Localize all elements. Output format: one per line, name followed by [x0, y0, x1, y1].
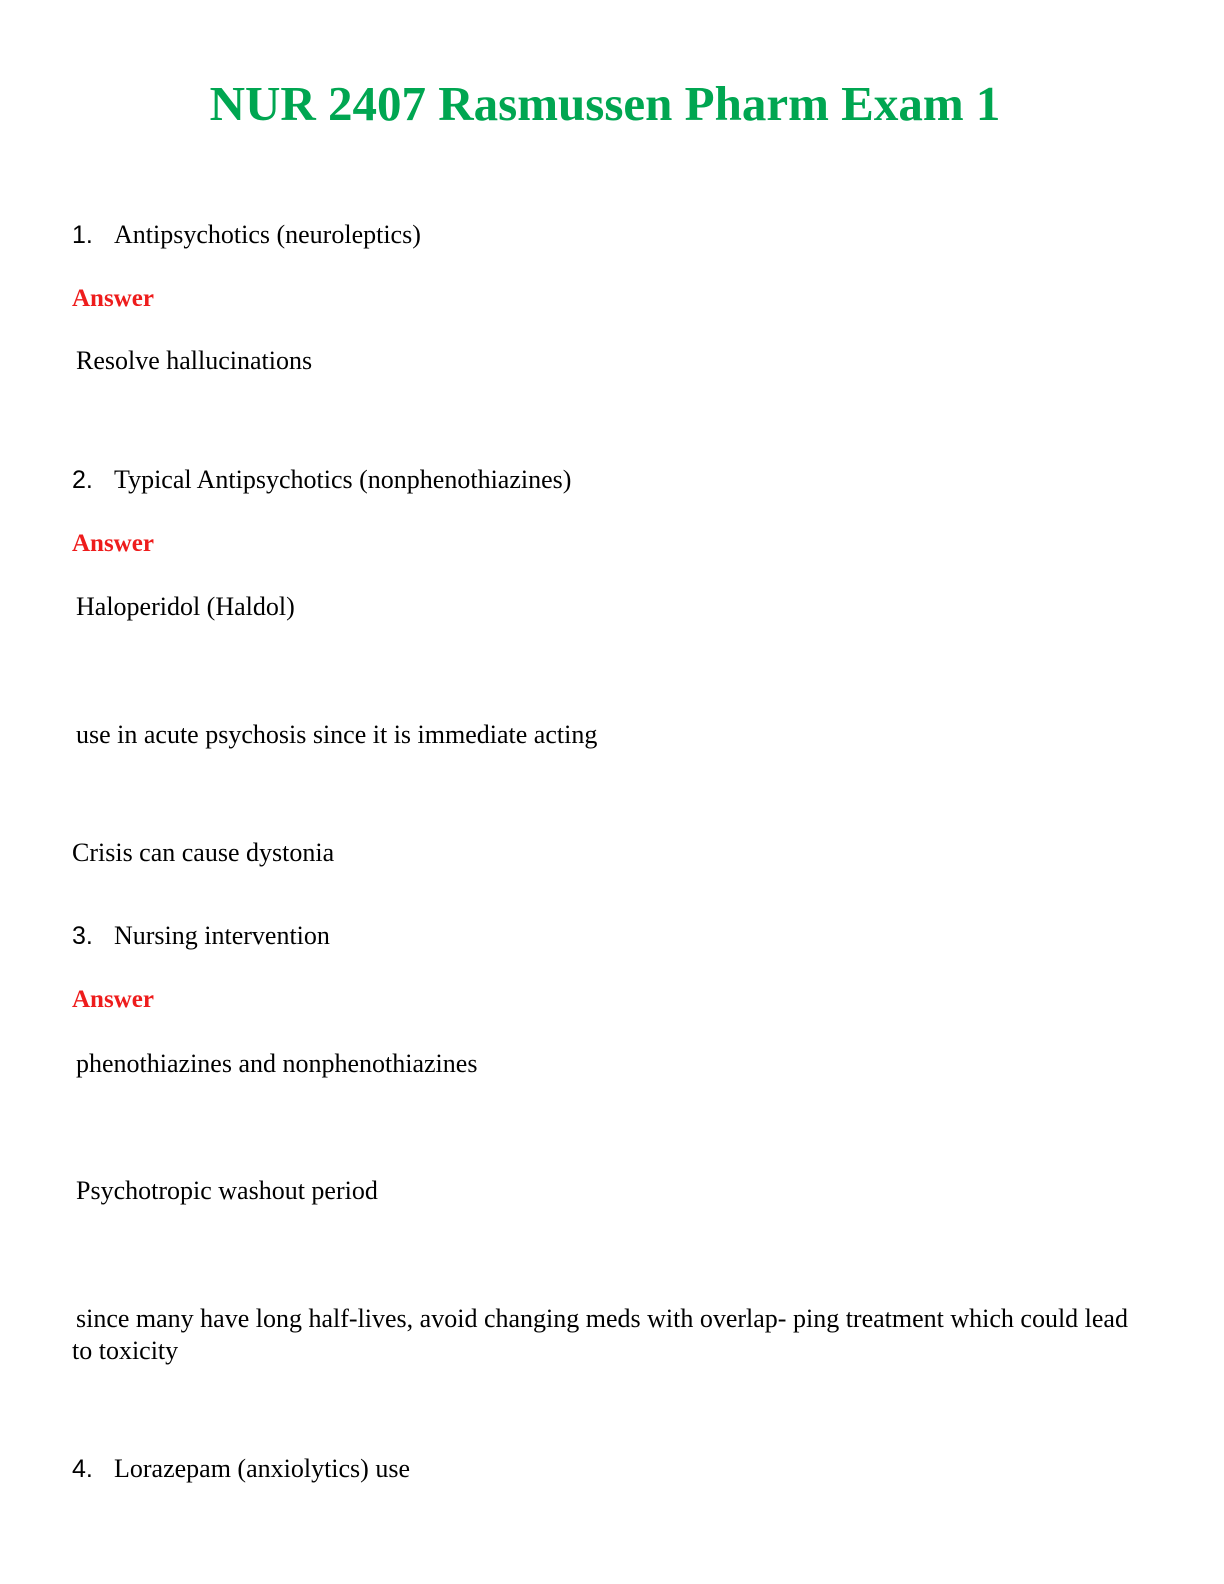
question-text: Lorazepam (anxiolytics) use	[114, 1454, 410, 1483]
question-1	[72, 220, 421, 250]
answer-label: Answer	[72, 285, 154, 312]
answer-text: use in acute psychosis since it is immediate acting	[76, 720, 598, 749]
answer-text: since many have long half-lives, avoid changing meds with overlap- ping treatment which could lead to toxicity	[72, 1304, 1128, 1365]
question-number: 4.	[72, 1455, 93, 1483]
answer-text: Haloperidol (Haldol)	[76, 592, 295, 621]
question-text: Typical Antipsychotics (nonphenothiazines)	[114, 465, 572, 494]
question-number: 2.	[72, 466, 93, 494]
answer-text: Resolve hallucinations	[76, 346, 313, 375]
answer-label: Answer	[72, 530, 154, 557]
question-text: Antipsychotics (neuroleptics)	[114, 220, 421, 249]
question-number: 3.	[72, 922, 93, 950]
answer-text: Crisis can cause dystonia	[72, 838, 335, 867]
question-number: 1.	[72, 221, 93, 249]
question-2	[72, 465, 571, 495]
document-title: NUR 2407 Rasmussen Pharm Exam 1	[209, 76, 1001, 131]
question-text: Nursing intervention	[114, 921, 330, 950]
answer-text: phenothiazines and nonphenothiazines	[76, 1049, 478, 1078]
question-3	[72, 921, 330, 951]
answer-text: Psychotropic washout period	[76, 1176, 378, 1205]
answer-label: Answer	[72, 986, 154, 1013]
question-4	[72, 1454, 410, 1484]
